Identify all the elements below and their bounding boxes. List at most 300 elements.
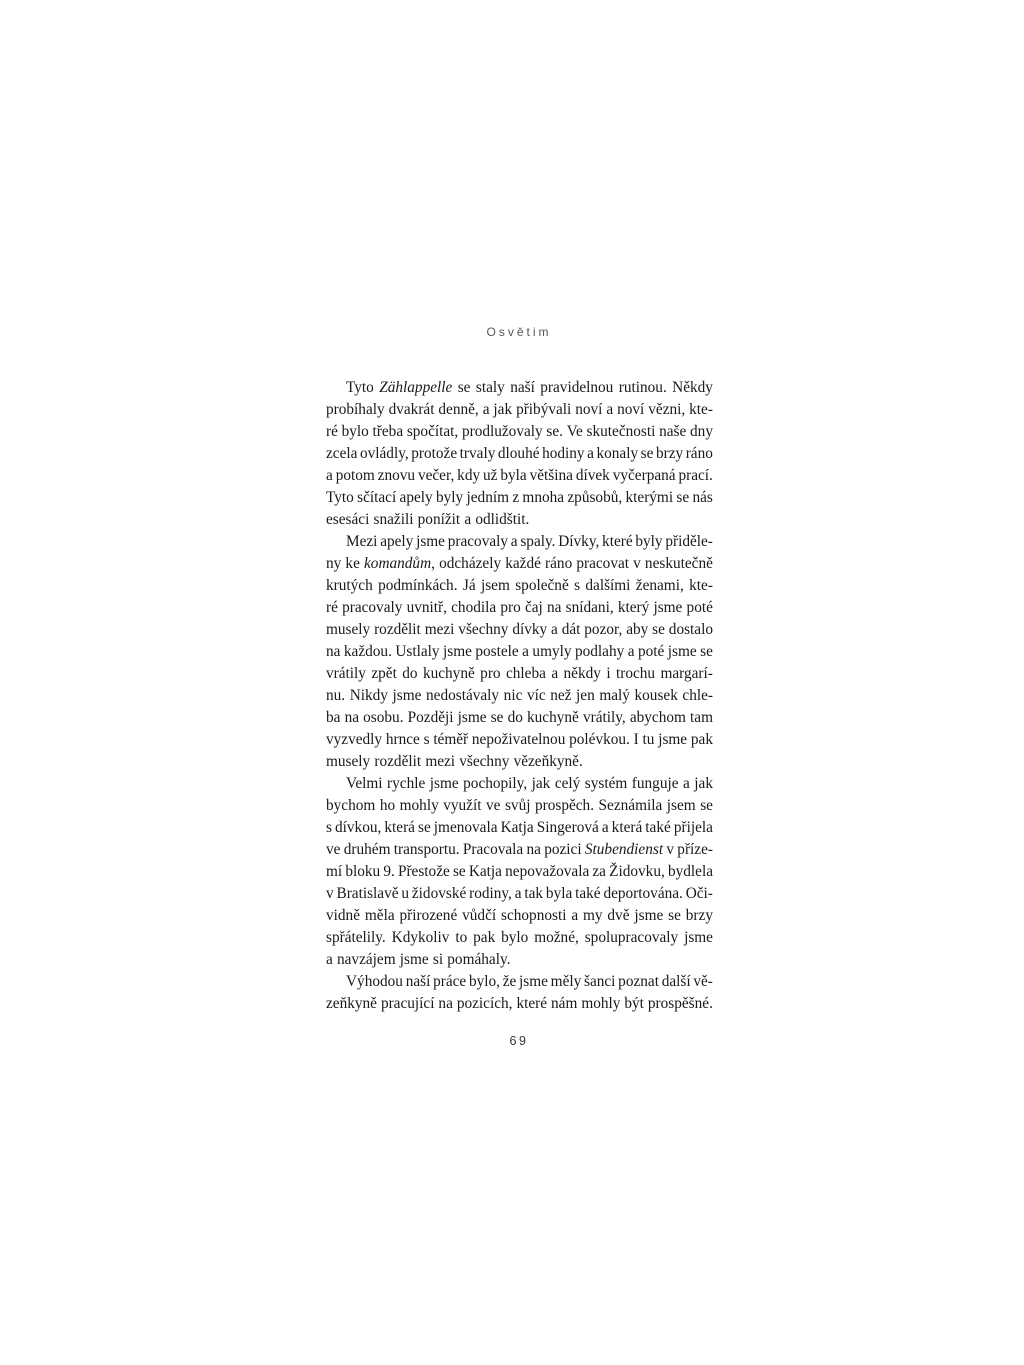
word: se xyxy=(700,643,713,660)
word: se xyxy=(652,621,665,638)
word: někdy xyxy=(563,665,601,682)
word: do xyxy=(507,709,523,726)
word: my xyxy=(582,907,603,924)
word: postele xyxy=(475,643,519,660)
text-line xyxy=(326,663,713,685)
word: jsme xyxy=(634,907,664,924)
word: přiděle- xyxy=(665,533,713,550)
word: nepoživatelnou xyxy=(471,731,566,748)
word: většina xyxy=(529,467,573,484)
word: která xyxy=(384,819,415,836)
word: probíhaly xyxy=(326,401,385,418)
word: možné, xyxy=(534,929,579,946)
word: se xyxy=(640,445,654,462)
text-line xyxy=(326,443,713,465)
word: a xyxy=(510,533,518,550)
word: dlouhé xyxy=(497,445,540,462)
word: snídani, xyxy=(565,599,614,616)
word: Dívky, xyxy=(558,533,600,550)
word: neskutečně xyxy=(644,555,713,572)
word: se xyxy=(457,379,471,396)
word: rodiny, xyxy=(469,885,512,902)
word: protože xyxy=(411,445,458,462)
word: Židovku, xyxy=(609,863,665,880)
text-line xyxy=(326,949,713,971)
word: vězeňkyně. xyxy=(513,753,583,770)
word: ré xyxy=(326,599,338,616)
word: jsme xyxy=(443,643,472,660)
word: Výhodou xyxy=(346,973,403,990)
word: vidně xyxy=(326,907,360,924)
word: krutých xyxy=(326,577,373,594)
word: ráno xyxy=(545,555,573,572)
word: třeba xyxy=(372,423,404,440)
word: malý xyxy=(599,687,630,704)
word: čaj xyxy=(524,599,543,616)
text-line xyxy=(326,597,713,619)
word: Singerová xyxy=(536,819,599,836)
word: poté xyxy=(686,599,713,616)
word: spočítat, xyxy=(406,423,459,440)
word: apely xyxy=(380,533,414,550)
word: přízе- xyxy=(677,841,713,858)
word: transportu. xyxy=(393,841,460,858)
word: Stubendienst xyxy=(584,841,664,858)
word: poznat xyxy=(618,973,659,990)
word: trochu xyxy=(615,665,656,682)
word: prací. xyxy=(678,467,713,484)
word: mezi xyxy=(424,621,455,638)
word: ponížit xyxy=(417,511,461,528)
word: 9. xyxy=(383,863,395,880)
word: kousek xyxy=(634,687,678,704)
word: šanci xyxy=(584,973,616,990)
word: vě- xyxy=(693,973,713,990)
word: zeňkyně xyxy=(326,995,377,1012)
text-line xyxy=(326,465,713,487)
word: jsme xyxy=(684,929,713,946)
word: a xyxy=(683,775,690,792)
word: apely xyxy=(399,489,433,506)
word: všechny xyxy=(459,753,510,770)
word: odlidštit. xyxy=(475,511,530,528)
word: každou. xyxy=(343,643,392,660)
word: za xyxy=(592,863,606,880)
word: ny xyxy=(326,555,342,572)
word: jsme xyxy=(392,687,422,704)
word: kuchyně xyxy=(422,665,475,682)
word: naší xyxy=(405,973,431,990)
word: a xyxy=(514,885,522,902)
word: mnoha xyxy=(522,489,565,506)
word: pozicích, xyxy=(456,995,513,1012)
word: bydlela xyxy=(667,863,713,880)
word: vyzvedly xyxy=(326,731,383,748)
word: další xyxy=(661,973,691,990)
word: trvaly xyxy=(459,445,496,462)
word: pracovat xyxy=(576,555,630,572)
word: práce xyxy=(433,973,467,990)
text-line xyxy=(326,421,713,443)
word: podmínkách. xyxy=(378,577,458,594)
word: dalšími xyxy=(585,577,631,594)
word: ré xyxy=(326,423,338,440)
text-line xyxy=(326,729,713,751)
word: přirozené xyxy=(399,907,458,924)
word: s xyxy=(423,731,430,748)
word: pozici xyxy=(544,841,582,858)
word: konaly xyxy=(596,445,639,462)
word: jsme xyxy=(429,775,459,792)
word: s xyxy=(326,819,332,836)
word: umyly xyxy=(532,643,572,660)
word: naše xyxy=(659,423,687,440)
word: a xyxy=(551,621,558,638)
word: a xyxy=(601,819,609,836)
word: než xyxy=(550,687,572,704)
word: přibývali xyxy=(516,401,572,418)
word: rutinou. xyxy=(618,379,667,396)
word: tam xyxy=(690,709,713,726)
word: uvnitř, xyxy=(406,599,447,616)
text-line xyxy=(326,531,713,553)
word: každé xyxy=(505,555,541,572)
word: využít xyxy=(443,797,482,814)
word: spřátelily. xyxy=(326,929,386,946)
word: vězni, xyxy=(648,401,686,418)
word: Ustlaly xyxy=(395,643,440,660)
word: dvakrát xyxy=(388,401,435,418)
word: Později xyxy=(407,709,454,726)
word: Přestože xyxy=(397,863,450,880)
word: zpět xyxy=(371,665,397,682)
page-number: 69 xyxy=(509,1034,529,1048)
word: téměř xyxy=(433,731,469,748)
word: sčítací xyxy=(357,489,397,506)
word: měly xyxy=(550,973,582,990)
word: jsme xyxy=(399,951,429,968)
word: naší xyxy=(510,379,535,396)
word: I xyxy=(633,731,639,748)
word: která xyxy=(611,819,643,836)
word: chle- xyxy=(682,687,713,704)
word: svůj xyxy=(504,797,531,814)
word: také xyxy=(645,819,671,836)
word: z xyxy=(512,489,520,506)
word: nic xyxy=(503,687,523,704)
word: staly xyxy=(475,379,505,396)
word: bylo xyxy=(341,423,369,440)
word: se xyxy=(490,709,504,726)
text-line xyxy=(326,927,713,949)
text-line xyxy=(326,707,713,729)
word: v xyxy=(666,841,675,858)
word: pak xyxy=(473,929,496,946)
word: všechny xyxy=(458,621,509,638)
body-text xyxy=(326,377,713,1015)
word: na xyxy=(546,599,562,616)
word: pak xyxy=(690,731,713,748)
word: Pracovala xyxy=(462,841,524,858)
word: abychom xyxy=(629,709,686,726)
word: vůdčí xyxy=(462,907,497,924)
word: noví xyxy=(617,401,645,418)
text-line xyxy=(326,839,713,861)
word: polévkou. xyxy=(569,731,630,748)
word: a xyxy=(551,665,559,682)
word: dvě xyxy=(607,907,630,924)
word: prodlužovaly xyxy=(461,423,543,440)
word: jsme xyxy=(416,533,445,550)
word: se xyxy=(452,863,466,880)
word: měla xyxy=(364,907,395,924)
word: osobu. xyxy=(363,709,404,726)
word: Bratislavě xyxy=(336,885,399,902)
word: Kdykoliv xyxy=(391,929,450,946)
word: druhém xyxy=(343,841,391,858)
word: bychom xyxy=(326,797,376,814)
word: Někdy xyxy=(672,379,713,396)
text-line xyxy=(326,619,713,641)
word: jedním xyxy=(466,489,509,506)
word: rychle xyxy=(387,775,426,792)
word: bloku xyxy=(345,863,381,880)
word: v xyxy=(326,885,334,902)
word: chleba xyxy=(505,665,546,682)
word: Seznámila xyxy=(598,797,663,814)
word: mí xyxy=(326,863,343,880)
text-line xyxy=(326,509,713,531)
word: pochopily, xyxy=(463,775,528,792)
word: hrnce xyxy=(385,731,420,748)
word: a xyxy=(326,951,333,968)
word: dát xyxy=(561,621,581,638)
word: aby xyxy=(626,621,649,638)
text-line xyxy=(326,377,713,399)
word: kuchyně xyxy=(527,709,579,726)
word: jsme xyxy=(457,709,487,726)
word: ve xyxy=(486,797,501,814)
word: ho xyxy=(379,797,396,814)
word: jsme xyxy=(658,731,688,748)
word: dny xyxy=(690,423,713,440)
word: byla xyxy=(545,885,573,902)
word: i xyxy=(606,665,611,682)
word: Mezi xyxy=(346,533,378,550)
word: si xyxy=(432,951,444,968)
word: Velmi xyxy=(346,775,383,792)
word: skutečnosti xyxy=(586,423,656,440)
word: margarí- xyxy=(660,665,713,682)
text-line xyxy=(326,817,713,839)
word: kterými xyxy=(625,489,674,506)
word: pracovaly xyxy=(447,533,509,550)
word: který xyxy=(617,599,650,616)
word: které xyxy=(602,533,633,550)
word: se xyxy=(668,907,681,924)
word: jmenovala xyxy=(433,819,498,836)
word: společně xyxy=(515,577,569,594)
word: Ve xyxy=(566,423,583,440)
word: se. xyxy=(546,423,563,440)
word: nu. xyxy=(326,687,346,704)
word: bylo, xyxy=(468,973,500,990)
word: ve xyxy=(326,841,341,858)
word: esesáci xyxy=(326,511,370,528)
word: prospěch. xyxy=(534,797,595,814)
word: dívkou, xyxy=(335,819,382,836)
word: spaly. xyxy=(520,533,556,550)
text-line xyxy=(326,575,713,597)
word: denně, xyxy=(438,401,479,418)
word: systém xyxy=(584,775,628,792)
word: jak xyxy=(493,401,513,418)
word: funguje xyxy=(631,775,679,792)
word: Tyto xyxy=(326,489,354,506)
text-line xyxy=(326,641,713,663)
text-line xyxy=(326,399,713,421)
word: rozdělit xyxy=(374,621,421,638)
word: a xyxy=(587,445,594,462)
word: kte- xyxy=(689,577,713,594)
word: vyčerpaná xyxy=(612,467,676,484)
word: zcela xyxy=(326,445,358,462)
word: židovské xyxy=(411,885,467,902)
word: chodila xyxy=(451,599,497,616)
word: pro xyxy=(500,599,521,616)
word: na xyxy=(438,995,453,1012)
word: a xyxy=(522,643,529,660)
text-line xyxy=(326,993,713,1015)
word: nám xyxy=(551,995,578,1012)
word: způsobů, xyxy=(567,489,623,506)
word: na xyxy=(344,709,360,726)
word: přijela xyxy=(673,819,713,836)
word: na xyxy=(526,841,541,858)
word: brzy xyxy=(685,907,713,924)
word: jak xyxy=(694,775,713,792)
word: na xyxy=(326,643,341,660)
text-line xyxy=(326,795,713,817)
text-line xyxy=(326,553,713,575)
word: poté xyxy=(637,643,665,660)
text-line xyxy=(326,487,713,509)
word: podlahy xyxy=(574,643,625,660)
text-line xyxy=(326,751,713,773)
word: se xyxy=(418,819,431,836)
word: ráno xyxy=(685,445,713,462)
text-line xyxy=(326,883,713,905)
word: se xyxy=(700,797,713,814)
word: to xyxy=(455,929,468,946)
text-line xyxy=(326,685,713,707)
word: nás xyxy=(692,489,713,506)
word: večer, xyxy=(417,467,455,484)
word: nedostávaly xyxy=(426,687,500,704)
word: prospěšné. xyxy=(647,995,713,1012)
word: hodiny xyxy=(542,445,585,462)
word: byly xyxy=(435,489,464,506)
word: byla xyxy=(500,467,527,484)
word: jsme xyxy=(519,973,548,990)
word: ovládly, xyxy=(359,445,409,462)
word: do xyxy=(402,665,418,682)
word: Nikdy xyxy=(349,687,388,704)
word: dívek xyxy=(575,467,610,484)
word: Já xyxy=(462,577,476,594)
text-line xyxy=(326,861,713,883)
word: jsme xyxy=(667,643,697,660)
word: také xyxy=(575,885,601,902)
word: být xyxy=(624,995,644,1012)
word: Tyto xyxy=(346,379,374,396)
word: tu xyxy=(642,731,655,748)
word: Katja xyxy=(500,819,534,836)
word: vrátily, xyxy=(582,709,626,726)
word: a xyxy=(571,907,579,924)
word: pomáhaly. xyxy=(447,951,511,968)
word: brzy xyxy=(655,445,684,462)
word: dívky xyxy=(512,621,548,638)
word: s xyxy=(574,577,581,594)
word: ženami, xyxy=(635,577,684,594)
word: rozdělit xyxy=(374,753,422,770)
word: schopnosti xyxy=(501,907,567,924)
text-line xyxy=(326,971,713,993)
word: celý xyxy=(554,775,581,792)
word: a xyxy=(627,643,635,660)
word: a xyxy=(326,467,333,484)
word: že xyxy=(502,973,517,990)
word: nepovažovala xyxy=(505,863,590,880)
word: pracovaly xyxy=(342,599,403,616)
word: kdy xyxy=(457,467,481,484)
word: odcházely xyxy=(439,555,502,572)
word: Katja xyxy=(468,863,502,880)
word: navzájem xyxy=(336,951,396,968)
word: mezi xyxy=(425,753,456,770)
word: bylo xyxy=(501,929,529,946)
word: jsem xyxy=(480,577,510,594)
word: jen xyxy=(576,687,595,704)
word: už xyxy=(483,467,498,484)
word: pro xyxy=(480,665,501,682)
word: musely xyxy=(326,621,371,638)
word: a xyxy=(606,401,614,418)
word: jsme xyxy=(653,599,683,616)
word: Oči- xyxy=(685,885,713,902)
word: víc xyxy=(526,687,546,704)
word: kte- xyxy=(689,401,713,418)
word: byly xyxy=(635,533,663,550)
word: komandům, xyxy=(364,555,435,572)
word: vrátily xyxy=(326,665,366,682)
word: deportována. xyxy=(603,885,683,902)
word: spolupracovaly xyxy=(584,929,679,946)
word: v xyxy=(633,555,641,572)
word: mohly xyxy=(399,797,439,814)
word: pravidelnou xyxy=(540,379,614,396)
running-head: Osvětim xyxy=(486,325,552,339)
word: snažili xyxy=(373,511,414,528)
word: ke xyxy=(345,555,360,572)
word: jak xyxy=(531,775,551,792)
word: potom xyxy=(335,467,375,484)
word: se xyxy=(676,489,690,506)
word: jsem xyxy=(666,797,696,814)
word: ba xyxy=(326,709,341,726)
word: znovu xyxy=(377,467,416,484)
